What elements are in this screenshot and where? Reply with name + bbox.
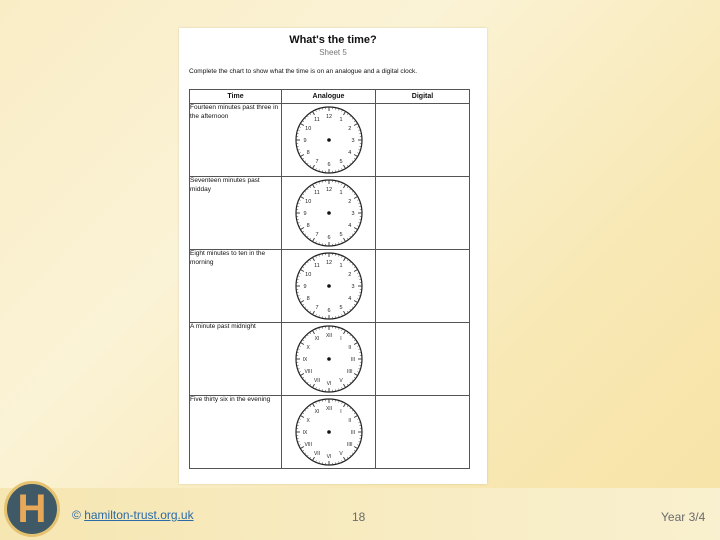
clock-numeral: III [350, 430, 355, 436]
clock-numeral: I [339, 409, 342, 416]
clock-numeral: 3 [350, 138, 355, 144]
clock-numeral: IX [302, 357, 307, 363]
time-chart-table [189, 89, 470, 469]
analogue-cell [282, 177, 376, 250]
clock-numeral: 8 [306, 223, 310, 229]
clock-numeral: VI [326, 381, 331, 387]
analogue-cell [282, 323, 376, 396]
time-description: Five thirty six in the evening [190, 396, 282, 469]
time-description: A minute past midnight [190, 323, 282, 396]
clock-numeral: X [306, 418, 310, 424]
worksheet-page [179, 28, 487, 484]
time-description: Eight minutes to ten in the morning [190, 250, 282, 323]
clock-numeral: VIII [303, 369, 312, 375]
clock-numeral: 3 [350, 284, 355, 290]
clock-numeral: 6 [326, 235, 331, 241]
clock-numeral: V [338, 377, 343, 384]
clock-numeral: 4 [347, 296, 351, 302]
clock-face-icon[interactable] [293, 250, 365, 322]
clock-numeral: 9 [302, 138, 307, 144]
clock-numeral: XI [314, 409, 319, 416]
clock-numeral: II [347, 345, 351, 351]
analogue-cell [282, 250, 376, 323]
clock-numeral: 4 [347, 223, 351, 229]
clock-numeral: 11 [313, 190, 320, 197]
clock-numeral: 7 [314, 158, 319, 165]
clock-numeral: 12 [325, 114, 332, 120]
worksheet-subtitle: Sheet 5 [319, 48, 347, 57]
clock-numeral: XI [314, 336, 319, 343]
year-group: Year 3/4 [661, 510, 706, 524]
clock-numeral: XII [325, 406, 332, 412]
clock-numeral: 6 [326, 162, 331, 168]
time-description: Seventeen minutes past midday [190, 177, 282, 250]
clock-numeral: I [339, 336, 342, 343]
clock-numeral: II [347, 418, 351, 424]
digital-answer-cell[interactable] [376, 177, 470, 250]
clock-numeral: 8 [306, 296, 310, 302]
time-description: Fourteen minutes past three in the afternoon [190, 104, 282, 177]
clock-numeral: 7 [314, 304, 319, 311]
clock-center-dot [327, 138, 331, 142]
clock-face-icon[interactable] [293, 177, 365, 249]
clock-numeral: 11 [313, 117, 320, 124]
clock-numeral: 12 [325, 187, 332, 193]
table-row [190, 177, 470, 250]
digital-answer-cell[interactable] [376, 104, 470, 177]
footer-link-text[interactable]: hamilton-trust.org.uk [84, 508, 194, 522]
clock-center-dot [327, 284, 331, 288]
clock-numeral: VII [313, 450, 320, 457]
analogue-cell [282, 396, 376, 469]
clock-numeral: 5 [338, 304, 343, 311]
clock-numeral: 10 [304, 272, 311, 278]
table-row [190, 250, 470, 323]
clock-numeral: IIII [346, 369, 353, 375]
clock-numeral: 5 [338, 231, 343, 238]
clock-numeral: 3 [350, 211, 355, 217]
clock-numeral: 6 [326, 308, 331, 314]
clock-numeral: VII [313, 377, 320, 384]
header-digital: Digital [376, 90, 470, 104]
clock-numeral: 10 [304, 199, 311, 205]
clock-face-icon[interactable] [293, 323, 365, 395]
clock-face-icon[interactable] [293, 396, 365, 468]
clock-numeral: VI [326, 454, 331, 460]
logo-letter: H [17, 486, 47, 531]
clock-numeral: V [338, 450, 343, 457]
table-row [190, 104, 470, 177]
clock-numeral: 9 [302, 284, 307, 290]
copyright-symbol: © [72, 508, 81, 522]
clock-face-icon[interactable] [293, 104, 365, 176]
clock-center-dot [327, 357, 331, 361]
clock-numeral: 4 [347, 150, 351, 156]
digital-answer-cell[interactable] [376, 250, 470, 323]
worksheet-instruction: Complete the chart to show what the time is on an analogue and a digital clock. [189, 68, 417, 75]
table-row [190, 323, 470, 396]
clock-center-dot [327, 211, 331, 215]
clock-numeral: 11 [313, 263, 320, 270]
clock-numeral: 10 [304, 126, 311, 132]
header-time: Time [190, 90, 282, 104]
clock-numeral: X [306, 345, 310, 351]
clock-numeral: 2 [347, 199, 351, 205]
clock-numeral: VIII [303, 442, 312, 448]
clock-numeral: 8 [306, 150, 310, 156]
clock-numeral: III [350, 357, 355, 363]
clock-numeral: 9 [302, 211, 307, 217]
table-row [190, 396, 470, 469]
clock-center-dot [327, 430, 331, 434]
hamilton-logo [4, 481, 60, 537]
page-number: 18 [352, 510, 366, 524]
digital-answer-cell[interactable] [376, 323, 470, 396]
digital-answer-cell[interactable] [376, 396, 470, 469]
worksheet-title: What's the time? [289, 34, 377, 46]
footer-link[interactable] [72, 508, 194, 522]
clock-numeral: 7 [314, 231, 319, 238]
clock-numeral: IIII [346, 442, 353, 448]
clock-numeral: XII [325, 333, 332, 339]
clock-numeral: 1 [338, 190, 343, 197]
clock-numeral: 2 [347, 272, 351, 278]
clock-numeral: 2 [347, 126, 351, 132]
clock-numeral: 5 [338, 158, 343, 165]
table-header-row [190, 90, 470, 104]
clock-numeral: 1 [338, 263, 343, 270]
analogue-cell [282, 104, 376, 177]
header-analogue: Analogue [282, 90, 376, 104]
clock-numeral: IX [302, 430, 307, 436]
clock-numeral: 12 [325, 260, 332, 266]
clock-numeral: 1 [338, 117, 343, 124]
